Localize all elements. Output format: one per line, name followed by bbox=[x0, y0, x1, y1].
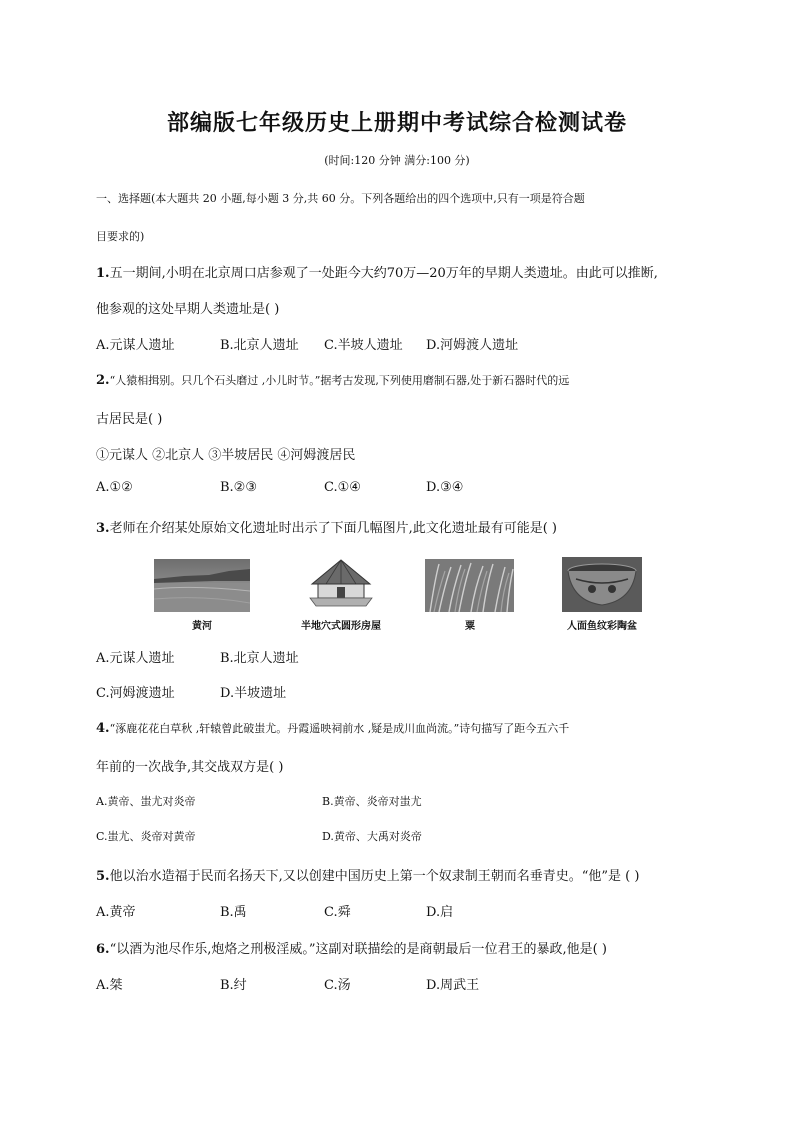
option-b: B.北京人遗址 bbox=[220, 651, 299, 666]
question-4-options-row-2 bbox=[96, 828, 422, 844]
option-c: C.舜 bbox=[324, 905, 351, 920]
question-number: 4. bbox=[96, 721, 110, 736]
question-2-items: ①元谋人 ②北京人 ③半坡居民 ④河姆渡居民 bbox=[96, 448, 356, 463]
option-c: C.河姆渡遗址 bbox=[96, 686, 175, 701]
river-image bbox=[154, 559, 250, 612]
option-b: B.纣 bbox=[220, 978, 247, 993]
option-c: C.①④ bbox=[324, 480, 361, 495]
option-a: A.黄帝、蚩尤对炎帝 bbox=[96, 795, 196, 808]
caption-house: 半地穴式圆形房屋 bbox=[301, 621, 381, 632]
picture-millet bbox=[425, 559, 514, 612]
option-d: D.半坡遗址 bbox=[220, 686, 287, 701]
question-text: “人猿相揖别。只几个石头磨过 ,小儿时节。”据考古发现,下列使用磨制石器,处于新石器时代的远 bbox=[109, 374, 570, 387]
question-text: 五一期间,小明在北京周口店参观了一处距今大约70万—20万年的早期人类遗址。由此可以推断, bbox=[109, 266, 658, 281]
question-number: 5. bbox=[96, 869, 110, 884]
question-number: 6. bbox=[96, 942, 110, 957]
question-number: 3. bbox=[96, 521, 110, 536]
question-text: “涿鹿花花白草秋 ,轩辕曾此破蚩尤。丹霞遥映祠前水 ,疑是成川血尚流。”诗句描写了距今五六千 bbox=[109, 722, 570, 735]
picture-semi-subterranean-house bbox=[306, 556, 376, 612]
question-2-options bbox=[96, 480, 463, 495]
option-b: B.②③ bbox=[220, 480, 257, 495]
option-a: A.元谋人遗址 bbox=[96, 338, 175, 353]
option-d: D.黄帝、大禹对炎帝 bbox=[322, 830, 422, 843]
caption-yellow-river: 黄河 bbox=[192, 621, 212, 632]
pottery-basin-image bbox=[562, 557, 642, 612]
house-image bbox=[306, 556, 376, 612]
option-b: B.黄帝、炎帝对蚩尤 bbox=[322, 795, 422, 808]
option-a: A.桀 bbox=[96, 978, 123, 993]
question-6-line-1 bbox=[96, 938, 607, 957]
question-5-options bbox=[96, 901, 453, 920]
question-2-line-1 bbox=[96, 372, 569, 388]
question-1-line-2: 他参观的这处早期人类遗址是( ) bbox=[96, 302, 280, 317]
question-1-options bbox=[96, 334, 518, 353]
option-c: C.汤 bbox=[324, 978, 351, 993]
question-4-line-1 bbox=[96, 720, 569, 736]
question-2-line-2: 古居民是( ) bbox=[96, 412, 163, 427]
picture-yellow-river bbox=[154, 559, 250, 612]
question-4-options-row-1 bbox=[96, 793, 422, 809]
question-number: 1. bbox=[96, 266, 110, 281]
option-d: D.周武王 bbox=[426, 978, 480, 993]
option-c: C.蚩尤、炎帝对黄帝 bbox=[96, 830, 196, 843]
option-b: B.北京人遗址 bbox=[220, 338, 299, 353]
exam-title: 部编版七年级历史上册期中考试综合检测试卷 bbox=[166, 111, 627, 136]
option-b: B.禹 bbox=[220, 905, 247, 920]
question-text: 他以治水造福于民而名扬天下,又以创建中国历史上第一个奴隶制王朝而名垂青史。“他”是 ( ) bbox=[109, 869, 640, 884]
option-a: A.黄帝 bbox=[96, 905, 136, 920]
option-a: A.①② bbox=[96, 480, 133, 495]
question-text: “以酒为池尽作乐,炮烙之刑极淫威。”这副对联描绘的是商朝最后一位君王的暴政,他是( ) bbox=[109, 942, 607, 957]
question-3-line-1 bbox=[96, 517, 557, 536]
option-a: A.元谋人遗址 bbox=[96, 651, 175, 666]
question-3-options-row-1 bbox=[96, 647, 299, 666]
option-c: C.半坡人遗址 bbox=[324, 338, 403, 353]
exam-subtitle: (时间:120 分钟 满分:100 分) bbox=[324, 154, 470, 167]
millet-image bbox=[425, 559, 514, 612]
question-text: 老师在介绍某处原始文化遗址时出示了下面几幅图片,此文化遗址最有可能是( ) bbox=[109, 521, 557, 536]
section-heading-line-1: 一、选择题(本大题共 20 小题,每小题 3 分,共 60 分。下列各题给出的四个选项中,只有一项是符合题 bbox=[96, 192, 585, 205]
option-d: D.③④ bbox=[426, 480, 464, 495]
question-number: 2. bbox=[96, 373, 110, 388]
section-heading-line-2: 目要求的) bbox=[96, 230, 145, 243]
question-4-line-2: 年前的一次战争,其交战双方是( ) bbox=[96, 760, 284, 775]
question-3-options-row-2 bbox=[96, 682, 286, 701]
question-5-line-1 bbox=[96, 865, 639, 884]
picture-painted-pottery-basin bbox=[562, 557, 642, 612]
option-d: D.启 bbox=[426, 905, 454, 920]
question-6-options bbox=[96, 974, 479, 993]
caption-pottery-basin: 人面鱼纹彩陶盆 bbox=[567, 621, 637, 632]
option-d: D.河姆渡人遗址 bbox=[426, 338, 519, 353]
caption-millet: 粟 bbox=[465, 621, 475, 632]
question-1-line-1 bbox=[96, 262, 658, 281]
